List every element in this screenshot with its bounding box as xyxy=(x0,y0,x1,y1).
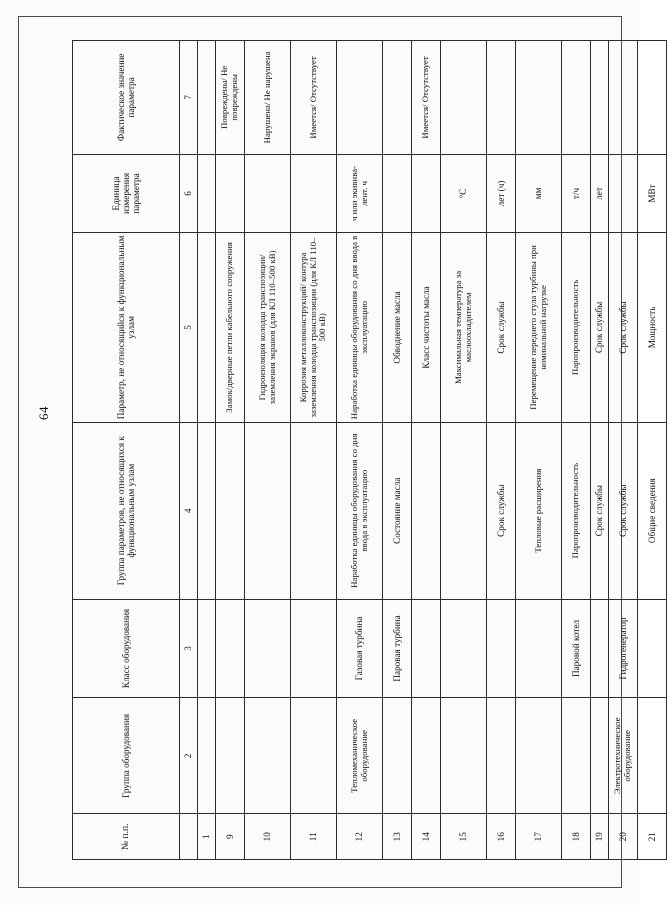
cell-param-group xyxy=(245,422,291,599)
table-row xyxy=(562,41,591,860)
cell-param: Замок/дверные петли кабельного сооружения xyxy=(216,233,245,423)
cell-param: Паропроизводительность xyxy=(562,233,591,423)
table-body xyxy=(198,41,667,860)
cell-group xyxy=(562,698,591,814)
cell-param: Класс чистоты масла xyxy=(412,233,441,423)
cell-unit xyxy=(412,154,441,232)
cell-group xyxy=(198,698,216,814)
cell-value xyxy=(516,41,562,155)
cell-param: Срок службы xyxy=(609,233,638,423)
cell-param: Коррозия металлоконструкций/ контура заземления колодца транспозиции (для КЛ 110–500 кВ) xyxy=(291,233,337,423)
cell-param: Перемещение переднего стула турбины при номинальной нагрузке xyxy=(516,233,562,423)
cell-param-group xyxy=(216,422,245,599)
colnum-1 xyxy=(180,814,198,860)
cell-value xyxy=(609,41,638,155)
cell-class xyxy=(441,599,487,698)
cell-class xyxy=(216,599,245,698)
header-group: Группа оборудования xyxy=(73,698,180,814)
header-unit: Единица измерения параметра xyxy=(73,154,180,232)
cell-class xyxy=(412,599,441,698)
cell-unit xyxy=(291,154,337,232)
cell-num: 13 xyxy=(383,814,412,860)
cell-value: Повреждены/ Не повреждены xyxy=(216,41,245,155)
cell-num: 21 xyxy=(638,814,667,860)
table-row xyxy=(487,41,516,860)
header-param: Параметр, не относящийся к функциональным узлам xyxy=(73,233,180,423)
cell-class: Паровая турбина xyxy=(383,599,412,698)
cell-param xyxy=(198,233,216,423)
cell-param-group: Наработка единицы оборудования со дня ввода в эксплуатацию xyxy=(337,422,383,599)
cell-value xyxy=(441,41,487,155)
table-row xyxy=(198,41,216,860)
cell-unit xyxy=(198,154,216,232)
cell-param: Срок службы xyxy=(591,233,609,423)
cell-value xyxy=(562,41,591,155)
cell-num: 19 xyxy=(591,814,609,860)
cell-param-group: Общие сведения xyxy=(638,422,667,599)
cell-class xyxy=(291,599,337,698)
equipment-parameters-table xyxy=(72,40,667,860)
cell-param-group: Срок службы xyxy=(487,422,516,599)
cell-param: Максимальная температура за маслоохладителем xyxy=(441,233,487,423)
cell-value xyxy=(337,41,383,155)
cell-group xyxy=(516,698,562,814)
table-row xyxy=(383,41,412,860)
cell-group: Тепломеханическое оборудование xyxy=(337,698,383,814)
header-num: № п.п. xyxy=(73,814,180,860)
cell-value: Имеется/ Отсутствует xyxy=(412,41,441,155)
cell-num: 15 xyxy=(441,814,487,860)
cell-value xyxy=(383,41,412,155)
cell-unit: ч или экивива-лент. ч xyxy=(337,154,383,232)
cell-param-group xyxy=(412,422,441,599)
cell-num: 16 xyxy=(487,814,516,860)
cell-param: Гидроизоляция колодца транспозиции/ заземления экранов (для КЛ 110–500 кВ) xyxy=(245,233,291,423)
cell-num: 12 xyxy=(337,814,383,860)
cell-unit xyxy=(609,154,638,232)
cell-num: 11 xyxy=(291,814,337,860)
cell-class xyxy=(638,599,667,698)
cell-param: Обводнение масла xyxy=(383,233,412,423)
table-row xyxy=(337,41,383,860)
table-row xyxy=(216,41,245,860)
cell-num: 17 xyxy=(516,814,562,860)
header-param-group: Группа параметров, не относящихся к функциональным узлам xyxy=(73,422,180,599)
column-number-row xyxy=(180,41,198,860)
cell-class xyxy=(487,599,516,698)
cell-class: Паровой котел xyxy=(562,599,591,698)
table-row xyxy=(591,41,609,860)
cell-unit xyxy=(245,154,291,232)
table-row xyxy=(516,41,562,860)
cell-unit xyxy=(383,154,412,232)
cell-class xyxy=(516,599,562,698)
cell-group xyxy=(487,698,516,814)
cell-group xyxy=(216,698,245,814)
colnum-4: 4 xyxy=(180,422,198,599)
cell-param-group: Паропроизводительность xyxy=(562,422,591,599)
cell-value xyxy=(198,41,216,155)
table-row xyxy=(291,41,337,860)
header-class: Класс оборудования xyxy=(73,599,180,698)
table-row xyxy=(441,41,487,860)
cell-unit: т/ч xyxy=(562,154,591,232)
cell-param-group xyxy=(441,422,487,599)
cell-unit: МВт xyxy=(638,154,667,232)
cell-value xyxy=(638,41,667,155)
cell-group: Электротехническое оборудование xyxy=(609,698,638,814)
cell-value: Нарушена/ Не нарушена xyxy=(245,41,291,155)
cell-param-group: Срок службы xyxy=(609,422,638,599)
cell-num: 18 xyxy=(562,814,591,860)
cell-param-group: Срок службы xyxy=(591,422,609,599)
cell-group xyxy=(591,698,609,814)
cell-num: 9 xyxy=(216,814,245,860)
cell-group xyxy=(291,698,337,814)
colnum-7: 7 xyxy=(180,41,198,155)
cell-class xyxy=(245,599,291,698)
cell-num: 20 xyxy=(609,814,638,860)
cell-group xyxy=(638,698,667,814)
cell-num: 1 xyxy=(198,814,216,860)
cell-group xyxy=(383,698,412,814)
cell-class xyxy=(591,599,609,698)
cell-param-group xyxy=(198,422,216,599)
cell-unit xyxy=(216,154,245,232)
cell-param: Наработка единицы оборудования со дня ввода в эксплуатацию xyxy=(337,233,383,423)
cell-group xyxy=(441,698,487,814)
colnum-6: 6 xyxy=(180,154,198,232)
table-row xyxy=(412,41,441,860)
cell-class: Газовая турбина xyxy=(337,599,383,698)
table-header-row xyxy=(73,41,180,860)
cell-value xyxy=(487,41,516,155)
cell-unit: лет xyxy=(591,154,609,232)
cell-param: Срок службы xyxy=(487,233,516,423)
rotated-table-area xyxy=(72,40,657,860)
cell-class xyxy=(198,599,216,698)
cell-param: Мощность xyxy=(638,233,667,423)
colnum-2: 2 xyxy=(180,698,198,814)
colnum-5: 5 xyxy=(180,233,198,423)
cell-unit: °С xyxy=(441,154,487,232)
cell-unit: мм xyxy=(516,154,562,232)
table-row xyxy=(245,41,291,860)
cell-num: 10 xyxy=(245,814,291,860)
cell-class: Гидрогенератор xyxy=(609,599,638,698)
cell-value xyxy=(591,41,609,155)
cell-value: Имеется/ Отсутствует xyxy=(291,41,337,155)
table-row xyxy=(638,41,667,860)
cell-param-group: Состояние масла xyxy=(383,422,412,599)
cell-param-group: Тепловые расширения xyxy=(516,422,562,599)
cell-unit: лет (ч) xyxy=(487,154,516,232)
table-row xyxy=(609,41,638,860)
cell-param-group xyxy=(291,422,337,599)
cell-group xyxy=(412,698,441,814)
cell-group xyxy=(245,698,291,814)
header-value: Фактическое значение параметра xyxy=(73,41,180,155)
cell-num: 14 xyxy=(412,814,441,860)
colnum-3: 3 xyxy=(180,599,198,698)
page-number: 64 xyxy=(36,406,51,420)
